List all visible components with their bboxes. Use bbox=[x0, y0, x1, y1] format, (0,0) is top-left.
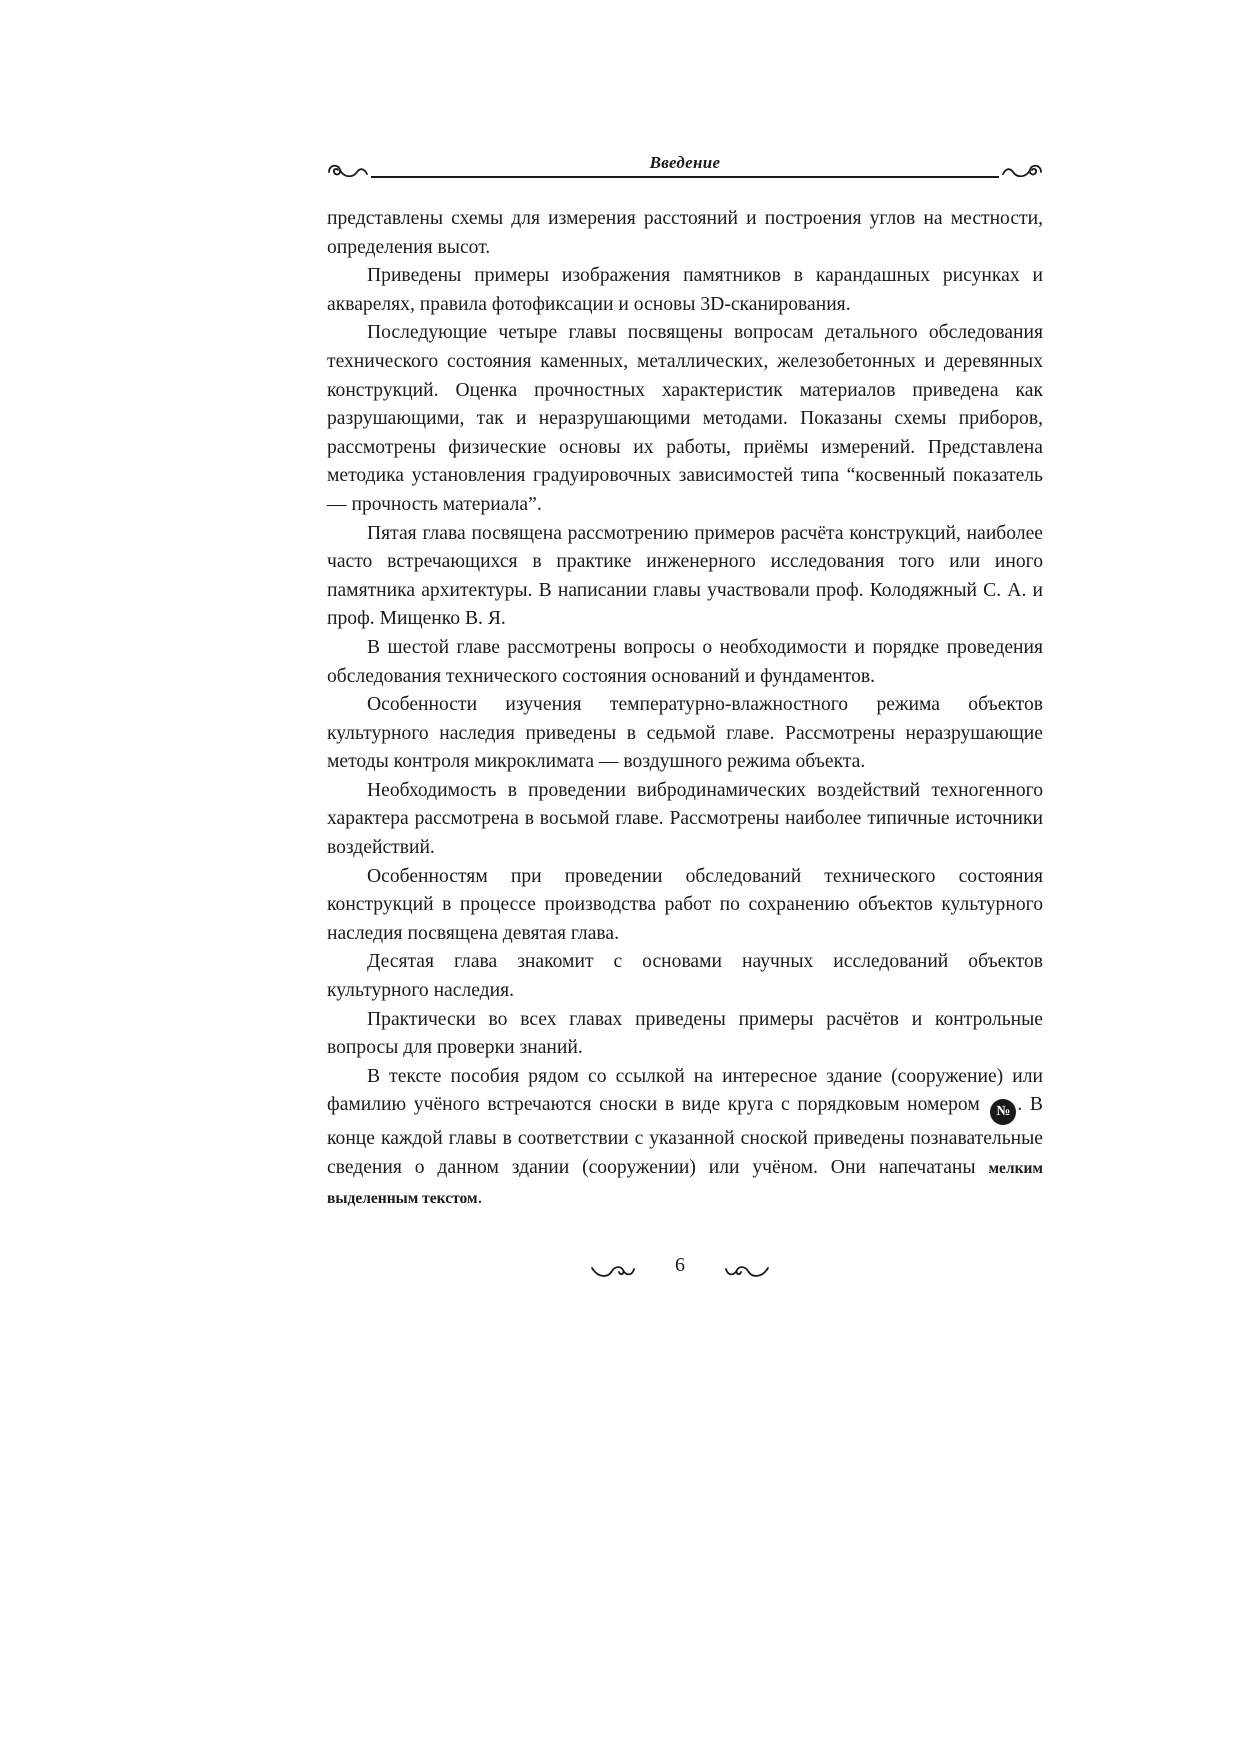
running-header-title: Введение bbox=[649, 153, 721, 172]
paragraph: Необходимость в проведении вибродинамических воздействий техногенного характера рассмотрена в восьмой главе. Рассмотрены наиболее типичные источники воздействий. bbox=[327, 779, 1043, 859]
paragraph: Особенности изучения температурно-влажностного режима объектов культурного наследия приведены в седьмой главе. Рассмотрены неразрушающие методы контроля микроклимата — воздушного режима объекта. bbox=[327, 694, 1043, 773]
footnote-marker-icon: № bbox=[990, 1099, 1016, 1125]
paragraph: Особенностям при проведении обследований технического состояния конструкций в процессе производства работ по сохранению объектов культурного наследия посвящена девятая глава. bbox=[327, 865, 1043, 944]
paragraph: Приведены примеры изображения памятников в карандашных рисунках и акварелях, правила фотофиксации и основы 3D-сканирования. bbox=[327, 265, 1043, 315]
page-footer bbox=[590, 1252, 770, 1286]
paragraph-text: . В конце каждой главы в соответствии с указанной сноской приведены познавательные сведения о данном здании (сооружении) или учёном. Они напечатаны bbox=[327, 1094, 1043, 1178]
page-number: 6 bbox=[675, 1254, 685, 1276]
paragraph-text: В тексте пособия рядом со ссылкой на интересное здание (сооружение) или фамилию учёного встречаются сноски в виде круга с порядковым номером bbox=[327, 1065, 1043, 1116]
paragraph-last bbox=[327, 1063, 1043, 1213]
paragraph: Десятая глава знакомит с основами научных исследований объектов культурного наследия. bbox=[327, 951, 1043, 1002]
paragraph: Последующие четыре главы посвящены вопросам детального обследования технического состояния каменных, металлических, железобетонных и деревянных конструкций. Оценка прочностных характеристик материалов приведена как разрушающими, так и неразрушающими методами. Показаны схемы приборов, рассмотрены физические основы их работы, приёмы измерений. Представлена методика установления градуировочных зависимостей типа “косвенный показатель — прочность материала”. bbox=[327, 322, 1043, 515]
running-header bbox=[325, 150, 1045, 186]
paragraph: Пятая глава посвящена рассмотрению примеров расчёта конструкций, наиболее часто встречающихся в практике инженерного исследования того или иного памятника архитектуры. В написании главы участвовали проф. Колодяжный С. А. и проф. Мищенко В. Я. bbox=[327, 522, 1043, 630]
paragraph-text: . bbox=[477, 1186, 483, 1208]
scroll-flourish-icon bbox=[1001, 158, 1045, 184]
body-text bbox=[327, 205, 1043, 1213]
header-rule bbox=[371, 176, 999, 178]
paragraph: В шестой главе рассмотрены вопросы о необходимости и порядке проведения обследования технического состояния оснований и фундаментов. bbox=[327, 636, 1043, 687]
small-bold-text: мелким выделенным текстом bbox=[327, 1160, 1043, 1207]
scroll-flourish-icon bbox=[724, 1260, 770, 1282]
paragraph: Практически во всех главах приведены примеры расчётов и контрольные вопросы для проверки знаний. bbox=[327, 1008, 1043, 1059]
paragraph: представлены схемы для измерения расстояний и построения углов на местности, определения высот. bbox=[327, 208, 1043, 258]
